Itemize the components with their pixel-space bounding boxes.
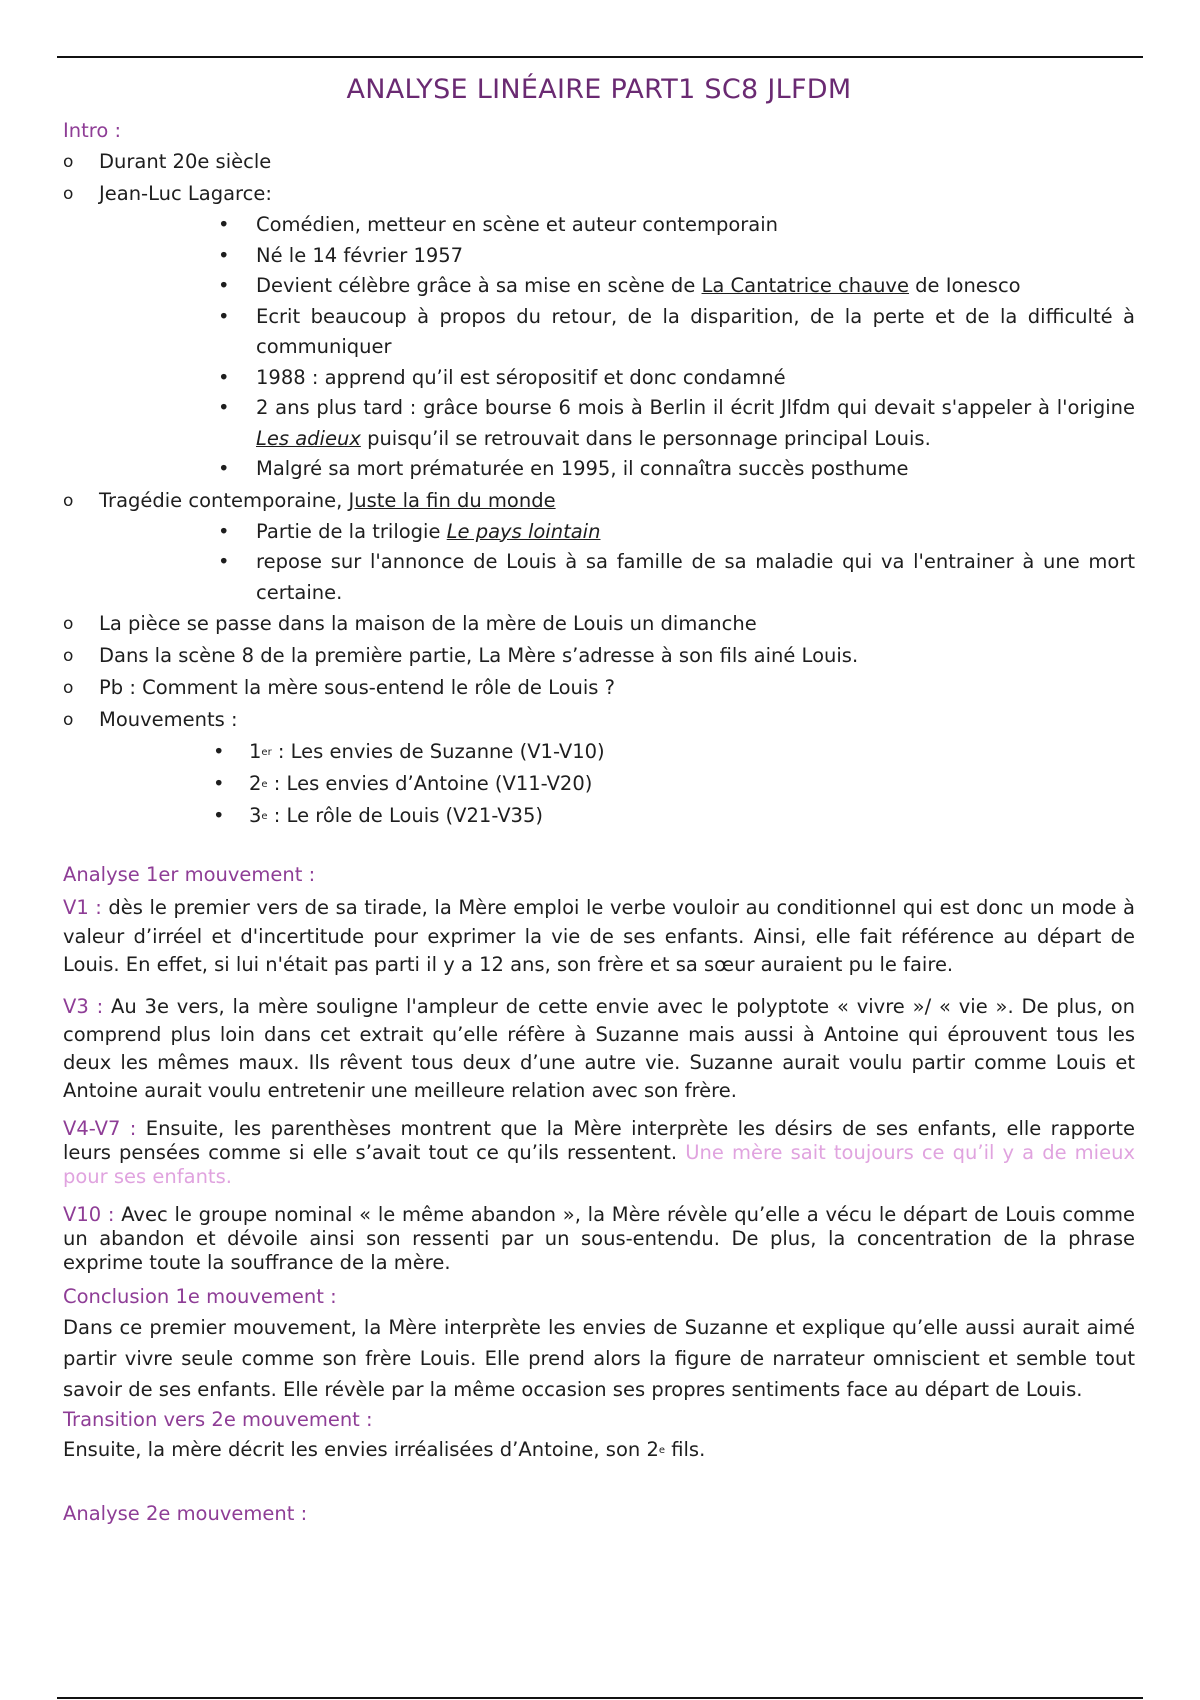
lagarce-bullet-themes: • Ecrit beaucoup à propos du retour, de la disparition, de la perte et de la difficulté à communiquer <box>218 302 1135 363</box>
v10-text: Avec le groupe nominal « le même abandon », la Mère révèle qu’elle a vécu le départ de Louis comme un abandon et dévoile ainsi son ressenti par un sous-entendu. De plus, la concentration de la phrase exprime toute la souffrance de la mère. <box>63 1202 1135 1274</box>
trilogie-text-pre: Partie de la trilogie <box>256 519 447 543</box>
analyse1-v1 <box>63 894 1135 980</box>
berlin-text-post: puisqu’il se retrouvait dans le personnage principal Louis. <box>360 426 931 450</box>
mouvements-list <box>63 736 1135 832</box>
lagarce-bullet-metier: • Comédien, metteur en scène et auteur contemporain <box>218 210 1135 241</box>
v3-label: V3 : <box>63 994 104 1018</box>
mouvements-label: Mouvements : <box>99 708 238 731</box>
lagarce-bullet-mort: • Malgré sa mort prématurée en 1995, il connaîtra succès posthume <box>218 454 1135 485</box>
conclusion1-heading: Conclusion 1e mouvement : <box>63 1284 337 1308</box>
mouvement-3: • 3e : Le rôle de Louis (V21-V35) <box>213 800 1135 832</box>
tragedie-bullet-trilogie <box>218 517 1135 548</box>
intro-item-siecle: o Durant 20e siècle <box>63 146 1135 178</box>
intro-item-scene: o Dans la scène 8 de la première partie, La Mère s’adresse à son fils ainé Louis. <box>63 640 1135 672</box>
cantatrice-text-pre: Devient célèbre grâce à sa mise en scène de <box>256 274 702 297</box>
les-adieux-title: Les adieux <box>256 426 361 450</box>
berlin-text-pre: 2 ans plus tard : grâce bourse 6 mois à Berlin il écrit Jlfdm qui devait s'appeler à l'origine <box>256 396 1135 419</box>
analyse1-v3 <box>63 993 1135 1105</box>
v4-text: Ensuite, les parenthèses montrent que la Mère interprète les désirs de ses enfants, elle rapporte leurs pensées comme si elle s’avait tout ce qu’ils ressentent. <box>63 1116 1135 1164</box>
pays-lointain-title: Le pays lointain <box>446 519 601 543</box>
analyse1-v4-v7 <box>63 1117 1135 1189</box>
lagarce-bullet-cantatrice <box>218 271 1135 302</box>
cantatrice-title: La Cantatrice chauve <box>701 274 909 297</box>
transition2-text: Ensuite, la mère décrit les envies irréalisées d’Antoine, son 2e fils. <box>63 1437 706 1461</box>
intro-item-tragedie <box>63 485 1135 609</box>
tragedie-text-pre: Tragédie contemporaine, <box>99 488 349 512</box>
transition2-heading: Transition vers 2e mouvement : <box>63 1407 373 1431</box>
analyse1-heading: Analyse 1er mouvement : <box>63 863 316 886</box>
tragedie-bullet-annonce: • repose sur l'annonce de Louis à sa famille de sa maladie qui va l'entrainer à une mort certaine. <box>218 547 1135 608</box>
lagarce-list <box>63 210 1135 485</box>
cantatrice-text-post: de Ionesco <box>908 274 1021 297</box>
jlfdm-title: Juste la fin du monde <box>348 488 556 512</box>
tragedie-list <box>63 517 1135 609</box>
document-title: ANALYSE LINÉAIRE PART1 SC8 JLFDM <box>346 74 852 105</box>
intro-item-lieu: o La pièce se passe dans la maison de la mère de Louis un dimanche <box>63 608 1135 640</box>
intro-item-probleme: o Pb : Comment la mère sous-entend le rôle de Louis ? <box>63 672 1135 704</box>
intro-list <box>63 146 1135 832</box>
conclusion1-text: Dans ce premier mouvement, la Mère interprète les envies de Suzanne et explique qu’elle aussi aurait aimé partir vivre seule comme son frère Louis. Elle prend alors la figure de narrateur omniscient et semble tout savoir de ses enfants. Elle révèle par la même occasion ses propres sentiments face au départ de Louis. <box>63 1315 1135 1401</box>
lagarce-bullet-berlin <box>218 393 1135 454</box>
lagarce-label: Jean-Luc Lagarce: <box>99 182 272 205</box>
v10-label: V10 : <box>63 1202 115 1226</box>
lagarce-bullet-naissance: • Né le 14 février 1957 <box>218 241 1135 272</box>
intro-item-mouvements <box>63 704 1135 832</box>
lagarce-bullet-1988: • 1988 : apprend qu’il est séropositif et donc condamné <box>218 363 1135 394</box>
intro-item-lagarce <box>63 178 1135 485</box>
v4-note: Une mère sait toujours ce qu’il y a de mieux pour ses enfants. <box>63 1140 1135 1188</box>
analyse1-v10 <box>63 1203 1135 1275</box>
top-rule <box>57 56 1143 58</box>
v3-text: Au 3e vers, la mère souligne l'ampleur de cette envie avec le polyptote « vivre »/ « vie ». De plus, on comprend plus loin dans cet extrait qu’elle réfère à Suzanne mais aussi à Antoine qui éprouvent tous les deux les mêmes maux. Ils rêvent tous deux d’une autre vie. Suzanne aurait voulu partir comme Louis et Antoine aurait voulu entretenir une meilleure relation avec son frère. <box>63 994 1135 1102</box>
bottom-rule <box>57 1697 1143 1699</box>
v1-text: dès le premier vers de sa tirade, la Mère emploi le verbe vouloir au conditionnel qui est donc un mode à valeur d’irréel et d'incertitude pour exprimer la vie de ses enfants. Ainsi, elle fait référence au départ de Louis. En effet, si lui n'était pas parti il y a 12 ans, son frère et sa sœur auraient pu le faire. <box>63 896 1136 976</box>
intro-heading: Intro : <box>63 119 122 142</box>
v1-label: V1 : <box>63 896 102 919</box>
v4-label: V4-V7 : <box>63 1116 137 1140</box>
mouvement-2: • 2e : Les envies d’Antoine (V11-V20) <box>213 768 1135 800</box>
mouvement-1: • 1er : Les envies de Suzanne (V1-V10) <box>213 736 1135 768</box>
analyse2-heading: Analyse 2e mouvement : <box>63 1501 308 1525</box>
document-page <box>63 70 1135 1529</box>
